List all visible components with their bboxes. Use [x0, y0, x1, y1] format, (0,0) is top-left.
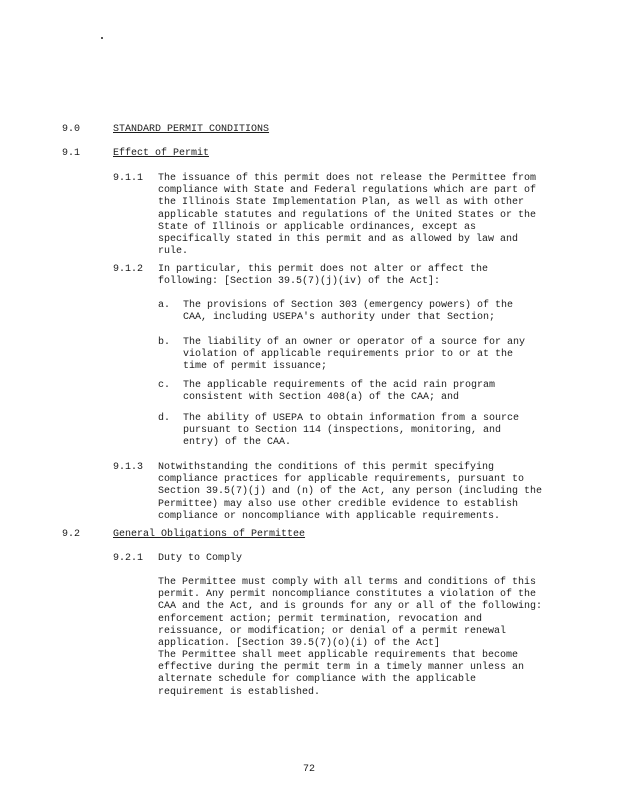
subitem-text-c: The applicable requirements of the acid rain program consistent with Section 408(a) of the CAA; and	[183, 380, 496, 404]
subitem-letter-b: b.	[158, 337, 171, 348]
paragraph-duty-to-comply-2: The Permittee shall meet applicable requirements that become effective during the permit term in a timely manner unless an alternate schedule for compliance with the applicable requirement is established.	[158, 650, 525, 698]
subitem-text-d: The ability of USEPA to obtain information from a source pursuant to Section 114 (inspections, monitoring, and entry) of the CAA.	[183, 413, 520, 449]
subsection-number-9-1: 9.1	[62, 148, 81, 159]
page-number: 72	[303, 764, 316, 775]
subsection-title-9-1: Effect of Permit	[113, 148, 210, 159]
item-title-9-2-1: Duty to Comply	[158, 553, 243, 564]
subsection-number-9-2: 9.2	[62, 529, 81, 540]
item-text-9-1-1: The issuance of this permit does not release the Permittee from compliance with State and Federal regulations which are part of the Illinois State Implementation Plan, as well as with other applicable statutes and regulations of the United States or the State of Illinois or applicable ordinances, except as specifically stated in this permit and as allowed by law and rule.	[158, 173, 537, 258]
section-title: STANDARD PERMIT CONDITIONS	[113, 124, 270, 135]
paragraph-duty-to-comply-1: The Permittee must comply with all terms and conditions of this permit. Any permit noncompliance constitutes a violation of the CAA and the Act, and is grounds for any or all of the following: enforcement action; permit termination, revocation and reissuance, or modification; or denial of a permit renewal application. [Section 39.5(7)(o)(i) of the Act]	[158, 577, 543, 650]
section-number: 9.0	[62, 124, 81, 135]
item-text-9-1-2: In particular, this permit does not alter or affect the following: [Section 39.5(7)(j)(iv) of the Act]:	[158, 264, 489, 288]
subitem-letter-d: d.	[158, 413, 171, 424]
item-number-9-1-2: 9.1.2	[113, 264, 144, 275]
item-number-9-1-1: 9.1.1	[113, 173, 144, 184]
subitem-text-b: The liability of an owner or operator of a source for any violation of applicable requirements prior to or at the time of permit issuance;	[183, 337, 526, 373]
scan-speck	[101, 37, 103, 39]
subitem-letter-c: c.	[158, 380, 171, 391]
subsection-title-9-2: General Obligations of Permittee	[113, 529, 306, 540]
item-number-9-1-3: 9.1.3	[113, 462, 144, 473]
item-number-9-2-1: 9.2.1	[113, 553, 144, 564]
item-text-9-1-3: Notwithstanding the conditions of this permit specifying compliance practices for applicable requirements, pursuant to Section 39.5(7)(j) and (n) of the Act, any person (including the Permittee) may also use other credible evidence to establish compliance or noncompliance with applicable requirements.	[158, 462, 543, 522]
subitem-letter-a: a.	[158, 300, 171, 311]
subitem-text-a: The provisions of Section 303 (emergency powers) of the CAA, including USEPA's authority under that Section;	[183, 300, 514, 324]
